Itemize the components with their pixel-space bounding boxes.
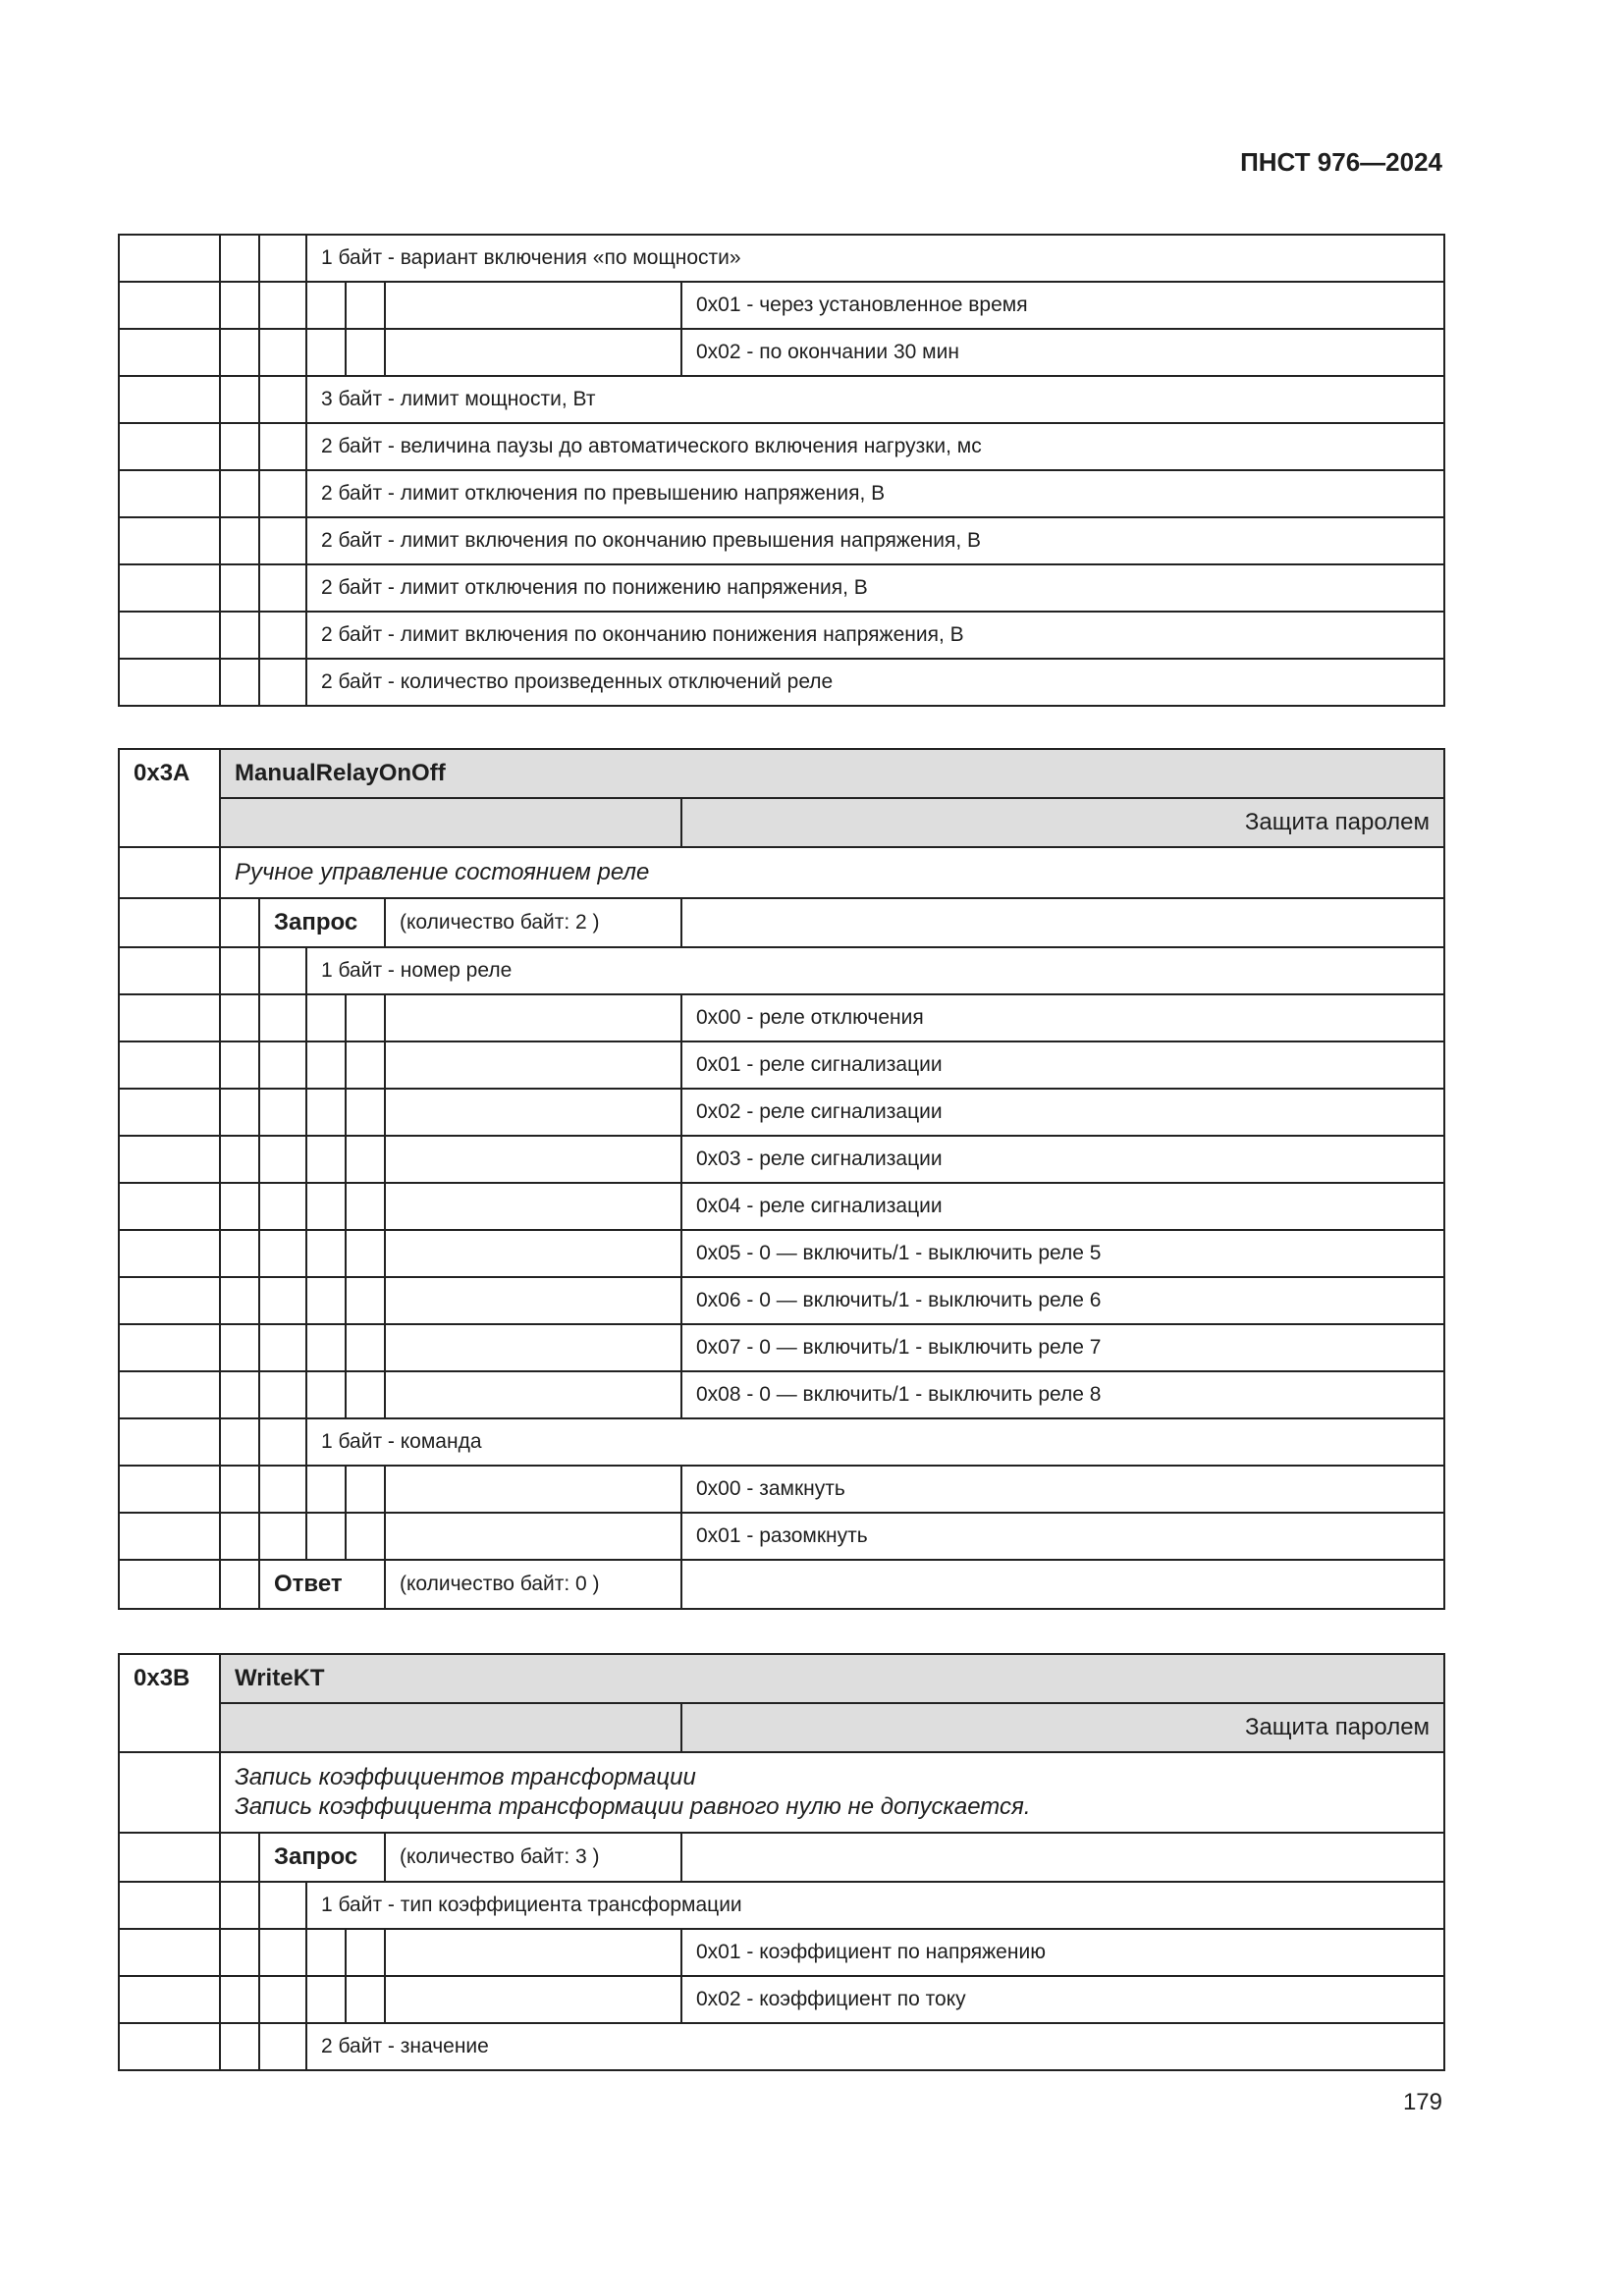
- value-row: [119, 1183, 1444, 1230]
- indent-cell: [306, 994, 346, 1041]
- command-code: 0x3A: [119, 749, 220, 847]
- command-description: [220, 847, 1444, 898]
- indent-cell: [220, 235, 259, 282]
- value-description: 0x01 - реле сигнализации: [681, 1041, 1444, 1089]
- value-row: [119, 1513, 1444, 1560]
- indent-cell: [259, 1277, 306, 1324]
- indent-cell: [346, 329, 385, 376]
- indent-cell: [259, 564, 306, 612]
- code-column-cell: [119, 282, 220, 329]
- value-row: [119, 1089, 1444, 1136]
- command-name: WriteKT: [220, 1654, 1444, 1703]
- blank-cell: [385, 329, 681, 376]
- field-row: [119, 564, 1444, 612]
- field-row: [119, 423, 1444, 470]
- description-line: Запись коэффициентов трансформации: [235, 1764, 696, 1790]
- command-code: 0x3B: [119, 1654, 220, 1752]
- indent-cell: [306, 1136, 346, 1183]
- indent-cell: [220, 1976, 259, 2023]
- blank-cell: [385, 1183, 681, 1230]
- indent-cell: [306, 1513, 346, 1560]
- indent-cell: [259, 1371, 306, 1418]
- field-row: [119, 1882, 1444, 1929]
- code-column-cell: [119, 947, 220, 994]
- indent-cell: [220, 1277, 259, 1324]
- code-column-cell: [119, 1136, 220, 1183]
- code-column-cell: [119, 376, 220, 423]
- blank-cell: [385, 994, 681, 1041]
- value-row: [119, 1230, 1444, 1277]
- page-number: 179: [1402, 2089, 1442, 2115]
- value-description: 0x01 - коэффициент по напряжению: [681, 1929, 1444, 1976]
- value-description: 0x02 - коэффициент по току: [681, 1976, 1444, 2023]
- request-label: Запрос: [259, 1833, 385, 1882]
- indent-cell: [220, 376, 259, 423]
- value-description: 0x01 - через установленное время: [681, 282, 1444, 329]
- request-label: Запрос: [259, 898, 385, 947]
- code-column-cell: [119, 1371, 220, 1418]
- field-description: 2 байт - величина паузы до автоматического включения нагрузки, мс: [306, 423, 1444, 470]
- field-description: 1 байт - номер реле: [306, 947, 1444, 994]
- value-description: 0x04 - реле сигнализации: [681, 1183, 1444, 1230]
- continuation-rows: [119, 235, 1444, 706]
- indent-cell: [220, 1833, 259, 1882]
- indent-cell: [259, 423, 306, 470]
- field-row: [119, 659, 1444, 706]
- code-column-cell: [119, 1230, 220, 1277]
- blank-cell: [385, 1136, 681, 1183]
- value-description: 0x01 - разомкнуть: [681, 1513, 1444, 1560]
- field-description: 1 байт - тип коэффициента трансформации: [306, 1882, 1444, 1929]
- indent-cell: [259, 517, 306, 564]
- indent-cell: [259, 1136, 306, 1183]
- code-column-cell: [119, 1560, 220, 1609]
- description-line: Ручное управление состоянием реле: [235, 859, 650, 885]
- code-column-cell: [119, 1041, 220, 1089]
- indent-cell: [259, 1929, 306, 1976]
- request-blank-cell: [681, 1833, 1444, 1882]
- code-column-cell: [119, 1976, 220, 2023]
- indent-cell: [220, 612, 259, 659]
- code-column-cell: [119, 423, 220, 470]
- indent-cell: [220, 1371, 259, 1418]
- blank-cell: [385, 1371, 681, 1418]
- field-description: 2 байт - лимит отключения по понижению напряжения, В: [306, 564, 1444, 612]
- value-row: [119, 1041, 1444, 1089]
- field-description: 2 байт - количество произведенных отключений реле: [306, 659, 1444, 706]
- value-row: [119, 282, 1444, 329]
- code-column-cell: [119, 994, 220, 1041]
- indent-cell: [259, 994, 306, 1041]
- indent-cell: [220, 1418, 259, 1466]
- value-description: 0x02 - реле сигнализации: [681, 1089, 1444, 1136]
- indent-cell: [259, 1418, 306, 1466]
- value-description: 0x02 - по окончании 30 мин: [681, 329, 1444, 376]
- field-description: 2 байт - лимит включения по окончанию понижения напряжения, В: [306, 612, 1444, 659]
- field-row: [119, 947, 1444, 994]
- field-row: [119, 1418, 1444, 1466]
- indent-cell: [306, 282, 346, 329]
- indent-cell: [346, 1277, 385, 1324]
- code-column-cell: [119, 659, 220, 706]
- indent-cell: [346, 1929, 385, 1976]
- indent-cell: [306, 1929, 346, 1976]
- field-description: 3 байт - лимит мощности, Вт: [306, 376, 1444, 423]
- request-byte-count: (количество байт: 2 ): [385, 898, 681, 947]
- indent-cell: [220, 947, 259, 994]
- password-protection: Защита паролем: [681, 798, 1444, 847]
- indent-cell: [259, 1324, 306, 1371]
- indent-cell: [259, 1230, 306, 1277]
- field-description: 2 байт - лимит включения по окончанию превышения напряжения, В: [306, 517, 1444, 564]
- indent-cell: [220, 329, 259, 376]
- indent-cell: [220, 564, 259, 612]
- indent-cell: [346, 1371, 385, 1418]
- indent-cell: [220, 659, 259, 706]
- field-row: [119, 612, 1444, 659]
- blank-cell: [385, 1324, 681, 1371]
- request-byte-count: (количество байт: 3 ): [385, 1833, 681, 1882]
- indent-cell: [259, 1089, 306, 1136]
- indent-cell: [259, 2023, 306, 2070]
- value-row: [119, 1976, 1444, 2023]
- indent-cell: [346, 1230, 385, 1277]
- field-row: [119, 2023, 1444, 2070]
- indent-cell: [346, 1089, 385, 1136]
- indent-cell: [220, 1089, 259, 1136]
- response-byte-count: (количество байт: 0 ): [385, 1560, 681, 1609]
- command-table-0x3a: [118, 748, 1443, 1610]
- code-column-cell: [119, 2023, 220, 2070]
- response-blank-cell: [681, 1560, 1444, 1609]
- code-column-cell: [119, 898, 220, 947]
- indent-cell: [220, 1324, 259, 1371]
- code-column-cell: [119, 1833, 220, 1882]
- indent-cell: [306, 1277, 346, 1324]
- indent-cell: [259, 659, 306, 706]
- continuation-table: [118, 234, 1443, 707]
- indent-cell: [259, 1041, 306, 1089]
- code-column-cell: [119, 1324, 220, 1371]
- code-column-cell: [119, 1183, 220, 1230]
- indent-cell: [346, 1136, 385, 1183]
- indent-cell: [346, 1183, 385, 1230]
- blank-cell: [385, 1513, 681, 1560]
- indent-cell: [220, 1560, 259, 1609]
- code-column-cell: [119, 564, 220, 612]
- indent-cell: [306, 1976, 346, 2023]
- code-column-cell: [119, 847, 220, 898]
- code-column-cell: [119, 1513, 220, 1560]
- indent-cell: [259, 1183, 306, 1230]
- indent-cell: [259, 376, 306, 423]
- indent-cell: [220, 1929, 259, 1976]
- indent-cell: [306, 1466, 346, 1513]
- indent-cell: [306, 1041, 346, 1089]
- indent-cell: [220, 470, 259, 517]
- indent-cell: [259, 947, 306, 994]
- indent-cell: [220, 1041, 259, 1089]
- indent-cell: [346, 1513, 385, 1560]
- blank-cell: [385, 1466, 681, 1513]
- field-row: [119, 235, 1444, 282]
- response-label: Ответ: [259, 1560, 385, 1609]
- indent-cell: [346, 994, 385, 1041]
- value-description: 0x03 - реле сигнализации: [681, 1136, 1444, 1183]
- command-table-0x3b: [118, 1653, 1443, 2071]
- indent-cell: [306, 1324, 346, 1371]
- description-line: Запись коэффициента трансформации равного нулю не допускается.: [235, 1793, 1031, 1820]
- indent-cell: [306, 1371, 346, 1418]
- indent-cell: [220, 1466, 259, 1513]
- value-description: 0x07 - 0 — включить/1 - выключить реле 7: [681, 1324, 1444, 1371]
- indent-cell: [259, 235, 306, 282]
- password-protection: Защита паролем: [681, 1703, 1444, 1752]
- blank-cell: [385, 282, 681, 329]
- value-row: [119, 1324, 1444, 1371]
- blank-cell: [385, 1041, 681, 1089]
- document-header: ПНСТ 976—2024: [1240, 147, 1442, 177]
- value-row: [119, 1466, 1444, 1513]
- indent-cell: [346, 1466, 385, 1513]
- code-column-cell: [119, 329, 220, 376]
- value-row: [119, 1929, 1444, 1976]
- indent-cell: [220, 1230, 259, 1277]
- value-description: 0x08 - 0 — включить/1 - выключить реле 8: [681, 1371, 1444, 1418]
- code-column-cell: [119, 517, 220, 564]
- value-row: [119, 1371, 1444, 1418]
- value-row: [119, 1277, 1444, 1324]
- indent-cell: [346, 282, 385, 329]
- indent-cell: [220, 1513, 259, 1560]
- indent-cell: [306, 329, 346, 376]
- blank-cell: [385, 1976, 681, 2023]
- code-column-cell: [119, 1882, 220, 1929]
- indent-cell: [259, 1882, 306, 1929]
- indent-cell: [306, 1230, 346, 1277]
- value-row: [119, 994, 1444, 1041]
- field-row: [119, 470, 1444, 517]
- value-description: 0x06 - 0 — включить/1 - выключить реле 6: [681, 1277, 1444, 1324]
- command-description: [220, 1752, 1444, 1833]
- code-column-cell: [119, 1929, 220, 1976]
- value-row: [119, 1136, 1444, 1183]
- field-description: 2 байт - лимит отключения по превышению напряжения, В: [306, 470, 1444, 517]
- code-column-cell: [119, 612, 220, 659]
- header-blank-cell: [220, 798, 681, 847]
- blank-cell: [385, 1230, 681, 1277]
- blank-cell: [385, 1277, 681, 1324]
- indent-cell: [306, 1183, 346, 1230]
- indent-cell: [220, 517, 259, 564]
- field-row: [119, 376, 1444, 423]
- field-row: [119, 517, 1444, 564]
- indent-cell: [259, 329, 306, 376]
- command-rows: [119, 947, 1444, 1560]
- value-description: 0x05 - 0 — включить/1 - выключить реле 5: [681, 1230, 1444, 1277]
- code-column-cell: [119, 235, 220, 282]
- indent-cell: [220, 898, 259, 947]
- indent-cell: [346, 1976, 385, 2023]
- value-description: 0x00 - реле отключения: [681, 994, 1444, 1041]
- indent-cell: [346, 1041, 385, 1089]
- indent-cell: [220, 1136, 259, 1183]
- indent-cell: [220, 423, 259, 470]
- indent-cell: [306, 1089, 346, 1136]
- indent-cell: [259, 470, 306, 517]
- indent-cell: [220, 2023, 259, 2070]
- code-column-cell: [119, 1466, 220, 1513]
- code-column-cell: [119, 1089, 220, 1136]
- indent-cell: [259, 282, 306, 329]
- header-blank-cell: [220, 1703, 681, 1752]
- value-row: [119, 329, 1444, 376]
- command-name: ManualRelayOnOff: [220, 749, 1444, 798]
- indent-cell: [220, 1183, 259, 1230]
- blank-cell: [385, 1089, 681, 1136]
- blank-cell: [385, 1929, 681, 1976]
- indent-cell: [220, 1882, 259, 1929]
- code-column-cell: [119, 470, 220, 517]
- indent-cell: [259, 612, 306, 659]
- field-description: 2 байт - значение: [306, 2023, 1444, 2070]
- indent-cell: [220, 282, 259, 329]
- indent-cell: [259, 1976, 306, 2023]
- value-description: 0x00 - замкнуть: [681, 1466, 1444, 1513]
- indent-cell: [259, 1466, 306, 1513]
- code-column-cell: [119, 1752, 220, 1833]
- indent-cell: [346, 1324, 385, 1371]
- code-column-cell: [119, 1277, 220, 1324]
- indent-cell: [259, 1513, 306, 1560]
- field-description: 1 байт - команда: [306, 1418, 1444, 1466]
- command-rows: [119, 1882, 1444, 2070]
- request-blank-cell: [681, 898, 1444, 947]
- code-column-cell: [119, 1418, 220, 1466]
- field-description: 1 байт - вариант включения «по мощности»: [306, 235, 1444, 282]
- indent-cell: [220, 994, 259, 1041]
